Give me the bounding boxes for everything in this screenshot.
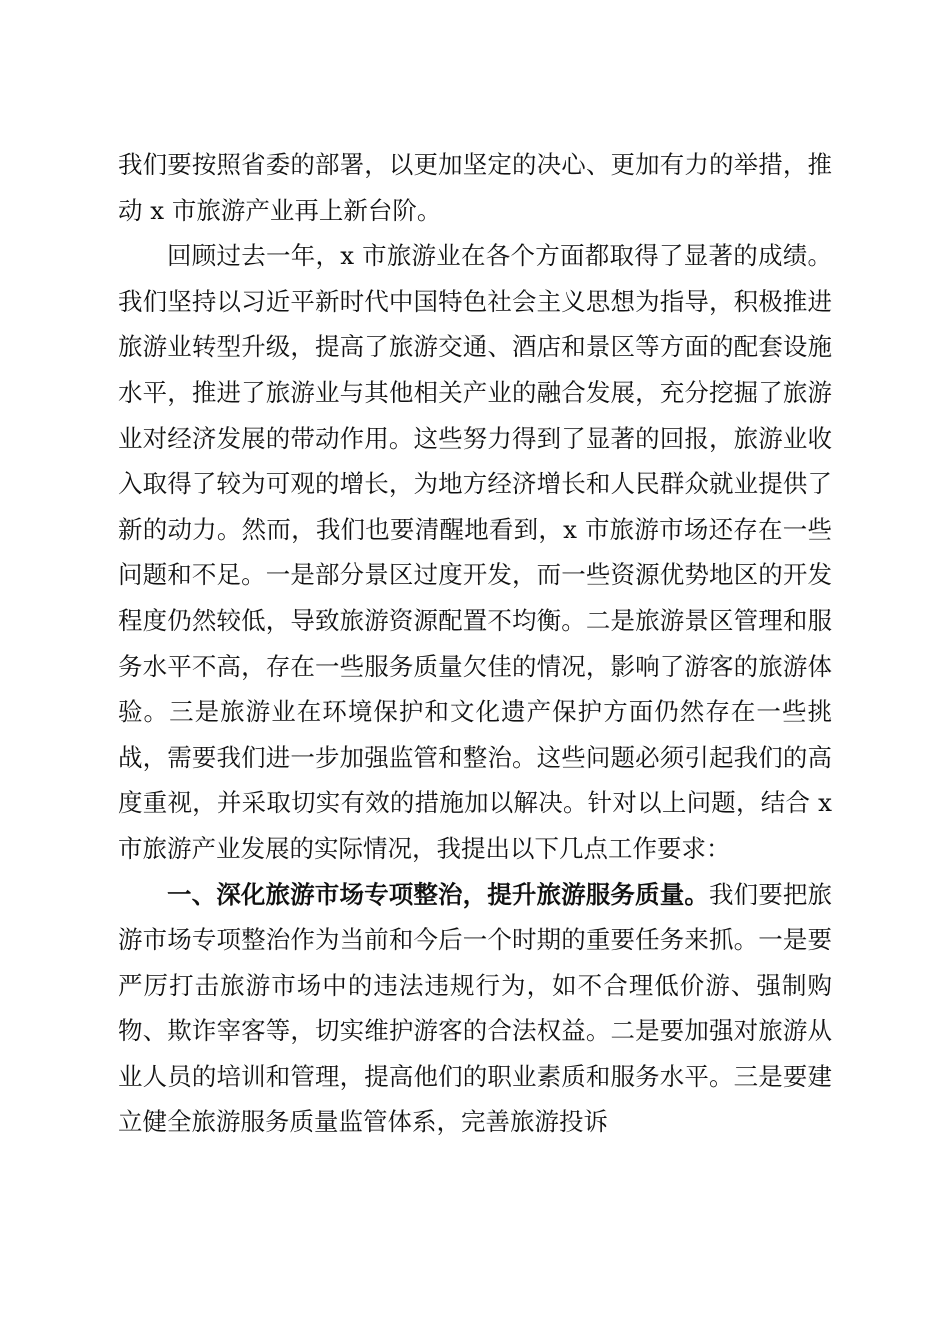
paragraph-intro-continuation: 我们要按照省委的部署，以更加坚定的决心、更加有力的举措，推动 x 市旅游产业再上新台阶。 (118, 150, 832, 225)
paragraph-review: 回顾过去一年，x 市旅游业在各个方面都取得了显著的成绩。我们坚持以习近平新时代中国特色社会主义思想为指导，积极推进旅游业转型升级，提高了旅游交通、酒店和景区等方面的配套设施水平，推进了旅游业与其他相关产业的融合发展，充分挖掘了旅游业对经济发展的带动作用。这些努力得到了显著的回报，旅游业收入取得了较为可观的增长，为地方经济增长和人民群众就业提供了新的动力。然而，我们也要清醒地看到，x 市旅游市场还存在一些问题和不足。一是部分景区过度开发，而一些资源优势地区的开发程度仍然较低，导致旅游资源配置不均衡。二是旅游景区管理和服务水平不高，存在一些服务质量欠佳的情况，影响了游客的旅游体验。三是旅游业在环境保护和文化遗产保护方面仍然存在一些挑战，需要我们进一步加强监管和整治。这些问题必须引起我们的高度重视，并采取切实有效的措施加以解决。针对以上问题，结合 x 市旅游产业发展的实际情况，我提出以下几点工作要求： (118, 241, 832, 863)
section-heading-one: 一、深化旅游市场专项整治，提升旅游服务质量。 (167, 879, 709, 909)
paragraph-requirement-one (118, 872, 832, 1146)
document-page (118, 142, 832, 1145)
section-body-one: 我们要把旅游市场专项整治作为当前和今后一个时期的重要任务来抓。一是要严厉打击旅游市场中的违法违规行为，如不合理低价游、强制购物、欺诈宰客等，切实维护游客的合法权益。二是要加强对旅游从业人员的培训和管理，提高他们的职业素质和服务水平。三是要建立健全旅游服务质量监管体系，完善旅游投诉 (118, 879, 833, 1137)
